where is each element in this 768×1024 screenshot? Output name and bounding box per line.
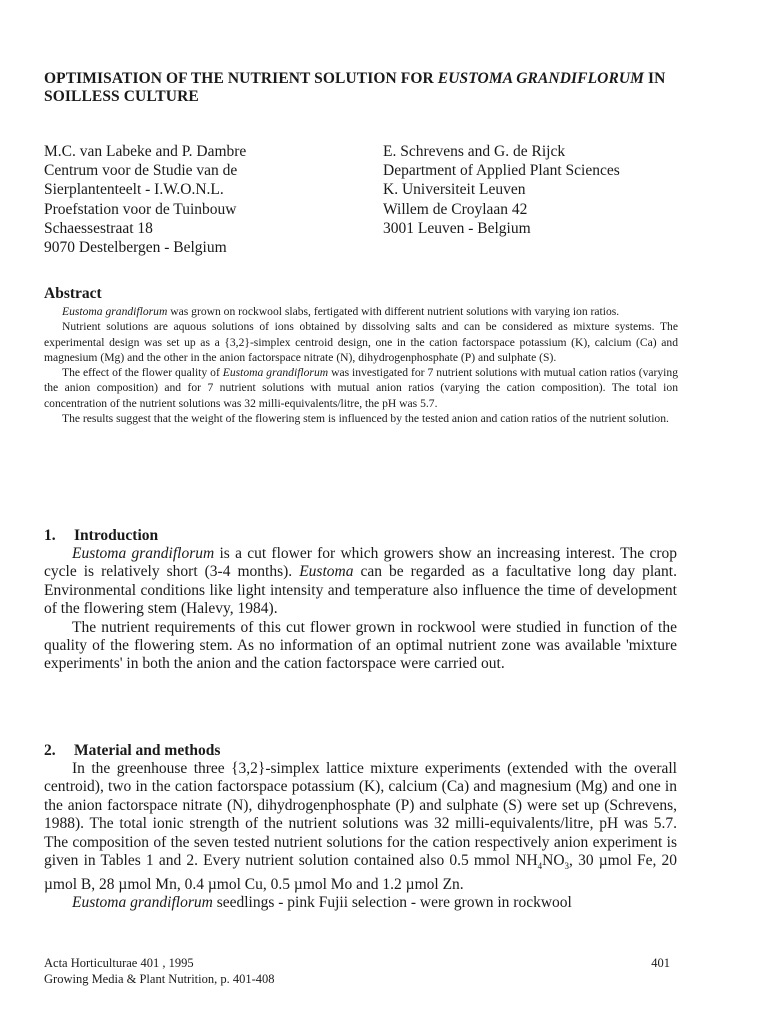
paragraph-text: is a cut flower for which growers show an increasing interest. The crop cycle is relatively short (3-4 months).	[44, 545, 677, 581]
affiliation-line: Proefstation voor de Tuinbouw	[44, 200, 237, 218]
paragraph-text: In the greenhouse three {3,2}-simplex lattice mixture experiments (extended with the overall centroid), two in the cation factorspace potassium (K), calcium (Ca) and magnesium (Mg) and one in the anion factorspace nitrate (N), dihydrogenphosphate (P) and sulphate (S) were set up (Schrevens, 1988). The total ionic strength of the nutrient solutions was 32 milli-equivalents/litre, pH was 5.7. The composition of the seven tested nutrient solutions for the cation respectively anion experiment is given in Tables 1 and 2. Every nutrient solution contained also 0.5 mmol NH	[44, 760, 677, 870]
affiliation-line: Department of Applied Plant Sciences	[383, 162, 620, 180]
abstract-paragraph	[44, 304, 678, 319]
paragraph-text: NO	[542, 852, 565, 870]
species-name: Eustoma grandiflorum	[72, 545, 215, 562]
section-title: Introduction	[74, 527, 159, 544]
body-paragraph	[44, 760, 677, 894]
page-footer	[44, 955, 670, 987]
paragraph-text: can be regarded as a facultative long day plant. Environmental conditions like light intensity and temperature also influence the time of development of the flowering stem (Halevy, 1984).	[44, 563, 677, 618]
species-name: Eustoma grandiflorum	[72, 893, 213, 911]
species-name: Eustoma grandiflorum	[62, 305, 168, 318]
author-line: E. Schrevens and G. de Rijck	[383, 143, 566, 160]
body-paragraph	[44, 894, 677, 912]
paragraph-text: , 30 µmol Fe, 20 µmol B, 28 µmol Mn, 0.4 µmol Cu, 0.5 µmol Mo and 1.2 µmol Zn.	[44, 852, 677, 893]
methods-heading	[44, 742, 220, 760]
species-name: Eustoma grandiflorum	[222, 366, 329, 380]
address-line: 3001 Leuven - Belgium	[383, 219, 531, 237]
affiliation-line: K. Universiteit Leuven	[383, 181, 526, 199]
genus-name: Eustoma	[299, 563, 354, 581]
paragraph-text: was investigated for 7 nutrient solutions with mutual cation ratios (varying the anion composition) and for 7 nutrient solutions with mutual anion ratios (varying the cation composition). The total ion concentration of the nutrient solutions was 32 milli-equivalents/litre, the pH was 5.7.	[44, 366, 678, 410]
authors-left	[44, 142, 246, 257]
address-line: Schaessestraat 18	[44, 219, 153, 237]
section-number: 1.	[44, 527, 56, 544]
address-line: 9070 Destelbergen - Belgium	[44, 239, 227, 257]
title-species: EUSTOMA GRANDIFLORUM	[437, 70, 645, 87]
page-number: 401	[651, 956, 670, 970]
body-paragraph	[44, 545, 677, 619]
author-line: M.C. van Labeke and P. Dambre	[44, 143, 247, 160]
methods-body	[44, 760, 677, 912]
abstract-heading: Abstract	[44, 285, 102, 302]
section-number: 2.	[44, 742, 56, 759]
abstract-paragraph: Nutrient solutions are aquous solutions of ions obtained by dissolving salts and can be considered as mixture systems. The experimental design was set up as a {3,2}-simplex centroid design, one in the cation factorspace potassium (K), calcium (Ca) and magnesium (Mg) and the other in the anion factorspace nitrate (N), dihydrogenphosphate (P) and sulphate (S).	[44, 320, 678, 364]
section-title: Material and methods	[74, 742, 221, 759]
title-text: OPTIMISATION OF THE NUTRIENT SOLUTION FOR	[44, 70, 438, 87]
introduction-body	[44, 545, 677, 674]
paragraph-text: was grown on rockwool slabs, fertigated with different nutrient solutions with varying ion ratios.	[167, 305, 620, 318]
volume-citation: Growing Media & Plant Nutrition, p. 401-408	[44, 972, 275, 986]
introduction-heading	[44, 527, 158, 545]
subscript: 3	[564, 861, 570, 872]
affiliation-line: Sierplantenteelt - I.W.O.N.L.	[44, 181, 224, 199]
body-paragraph: The nutrient requirements of this cut flower grown in rockwool were studied in function of the quality of the flowering stem. As no information of an optimal nutrient zone was available 'mixture experiments' in both the anion and the cation factorspace were carried out.	[44, 618, 677, 673]
abstract-body	[44, 304, 678, 426]
paragraph-text: seedlings - pink Fujii selection - were grown in rockwool	[212, 893, 572, 911]
abstract-paragraph	[44, 365, 678, 411]
title-text-end: IN SOILLESS CULTURE	[44, 70, 666, 105]
paper-title	[44, 70, 684, 106]
journal-citation: Acta Horticulturae 401 , 1995	[44, 956, 194, 970]
affiliation-line: Centrum voor de Studie van de	[44, 162, 238, 180]
subscript: 4	[537, 861, 543, 872]
paragraph-text: The effect of the flower quality of	[62, 366, 223, 380]
address-line: Willem de Croylaan 42	[383, 200, 528, 218]
authors-right	[383, 142, 620, 238]
abstract-paragraph: The results suggest that the weight of the flowering stem is influenced by the tested anion and cation ratios of the nutrient solution.	[62, 412, 669, 426]
